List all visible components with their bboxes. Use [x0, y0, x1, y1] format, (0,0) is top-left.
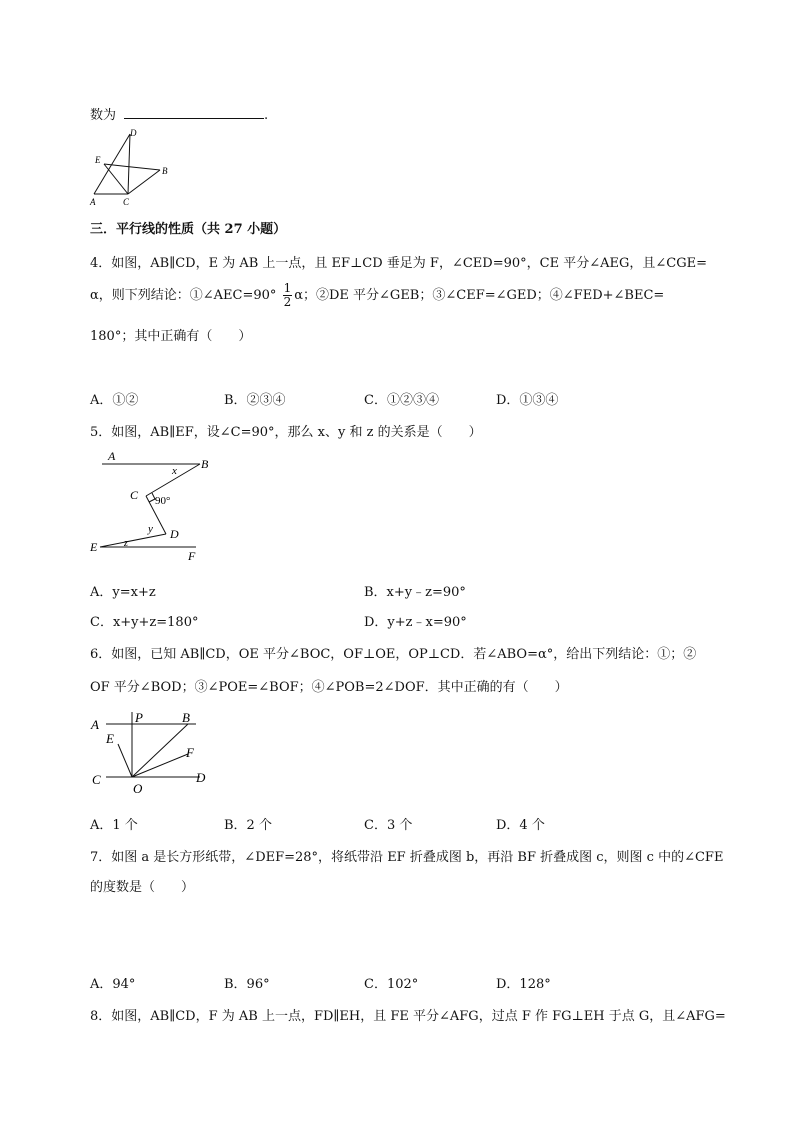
q4-line2 — [90, 282, 664, 309]
q7-line1 — [90, 846, 723, 865]
q7-option-b: B．96° — [224, 977, 270, 992]
q5-option-a: A．y=x+z — [90, 585, 156, 600]
q6-label-d: D — [196, 770, 206, 785]
q3-tail-end: . — [264, 108, 269, 123]
fig3-label-b: B — [162, 166, 168, 176]
q6-label-b: B — [182, 710, 190, 725]
q8-number: 8． — [90, 1009, 112, 1024]
q5-label-y: y — [148, 523, 153, 535]
q5-label-d: D — [170, 527, 179, 541]
q4-line3: 180°；其中正确有（ ） — [90, 329, 252, 344]
q8-text-line1: 如图，AB∥CD，F 为 AB 上一点，FD∥EH，且 FE 平分∠AFG，过点 F 作 FG⊥EH 于点 G，且∠AFG= — [111, 1009, 726, 1024]
q7-line2: 的度数是（ ） — [90, 880, 195, 895]
fig3-label-e: E — [95, 155, 101, 165]
q6-option-a: A．1 个 — [90, 818, 138, 833]
q4-line1 — [90, 252, 707, 271]
q6-label-o: O — [133, 781, 143, 796]
q5-label-e: E — [90, 540, 98, 554]
answer-blank — [124, 106, 264, 119]
q5-label-c: C — [130, 488, 139, 502]
q7-option-d: D．128° — [496, 977, 551, 992]
q4-option-b: B．②③④ — [224, 393, 286, 408]
q5-option-b: B．x+y﹣z=90° — [364, 585, 466, 600]
q5-label-a: A — [108, 449, 116, 463]
q4-text-line2b: α；②DE 平分∠GEB；③∠CEF=∠GED；④∠FED+∠BEC= — [294, 288, 665, 303]
q5-option-d: D．y+z﹣x=90° — [364, 615, 467, 630]
q5-label-x: x — [172, 465, 177, 477]
q6-label-a: A — [91, 717, 99, 732]
fig3-label-c: C — [123, 197, 130, 207]
q7-text-line1: 如图 a 是长方形纸带，∠DEF=28°，将纸带沿 EF 折叠成图 b，再沿 BF 折叠成图 c，则图 c 中的∠CFE — [111, 850, 724, 865]
q5-option-c: C．x+y+z=180° — [90, 615, 199, 630]
q7-option-c: C．102° — [364, 977, 419, 992]
q4-text-line1: 如图，AB∥CD，E 为 AB 上一点，且 EF⊥CD 垂足为 F，∠CED=90°，CE 平分∠AEG，且∠CGE= — [111, 256, 707, 271]
q6-text-line1: 如图，已知 AB∥CD，OE 平分∠BOC，OF⊥OE，OP⊥CD．若∠ABO=α°，给出下列结论：①；② — [111, 647, 697, 662]
q4-fraction — [283, 282, 293, 309]
q5-text: 如图，AB∥EF，设∠C=90°，那么 x、y 和 z 的关系是（ ） — [111, 425, 482, 440]
section-title: 三．平行线的性质（共 27 小题） — [90, 222, 287, 237]
q6-label-f: F — [186, 745, 194, 760]
q4-option-d: D．①③④ — [496, 393, 559, 408]
q5-label-f: F — [188, 549, 196, 563]
q7-option-a: A．94° — [90, 977, 136, 992]
q4-text-line2a: α，则下列结论：①∠AEC=90° — [90, 288, 277, 303]
fig3-label-a: A — [90, 197, 96, 207]
q4-option-a: A．①② — [90, 393, 139, 408]
q5-label-b: B — [201, 457, 209, 471]
q6-option-d: D．4 个 — [496, 818, 545, 833]
q5-figure — [88, 448, 218, 564]
q4-frac-num: 1 — [283, 281, 292, 295]
q4-number: 4． — [90, 256, 112, 271]
q6-label-e: E — [106, 731, 114, 746]
q6-option-c: C．3 个 — [364, 818, 413, 833]
q6-number: 6． — [90, 647, 112, 662]
q3-figure — [88, 126, 180, 208]
q6-line1 — [90, 643, 696, 662]
q6-label-p: P — [135, 710, 143, 725]
q6-label-c: C — [92, 772, 101, 787]
q4-option-c: C．①②③④ — [364, 393, 439, 408]
fig3-label-d: D — [130, 128, 137, 138]
q5-label-90: 90° — [155, 495, 171, 507]
q6-option-b: B．2 个 — [224, 818, 272, 833]
q4-frac-den: 2 — [283, 295, 292, 309]
q5-number: 5． — [90, 425, 112, 440]
q6-line2: OF 平分∠BOD；③∠POE=∠BOF；④∠POB=2∠DOF．其中正确的有（ ） — [90, 680, 568, 695]
q5-label-z: z — [124, 538, 128, 549]
q6-figure — [88, 706, 212, 798]
q5-line1 — [90, 421, 482, 440]
q3-tail-text: 数为 — [90, 108, 117, 123]
q3-tail — [90, 104, 268, 123]
q7-number: 7． — [90, 850, 112, 865]
q8-line1 — [90, 1005, 726, 1024]
